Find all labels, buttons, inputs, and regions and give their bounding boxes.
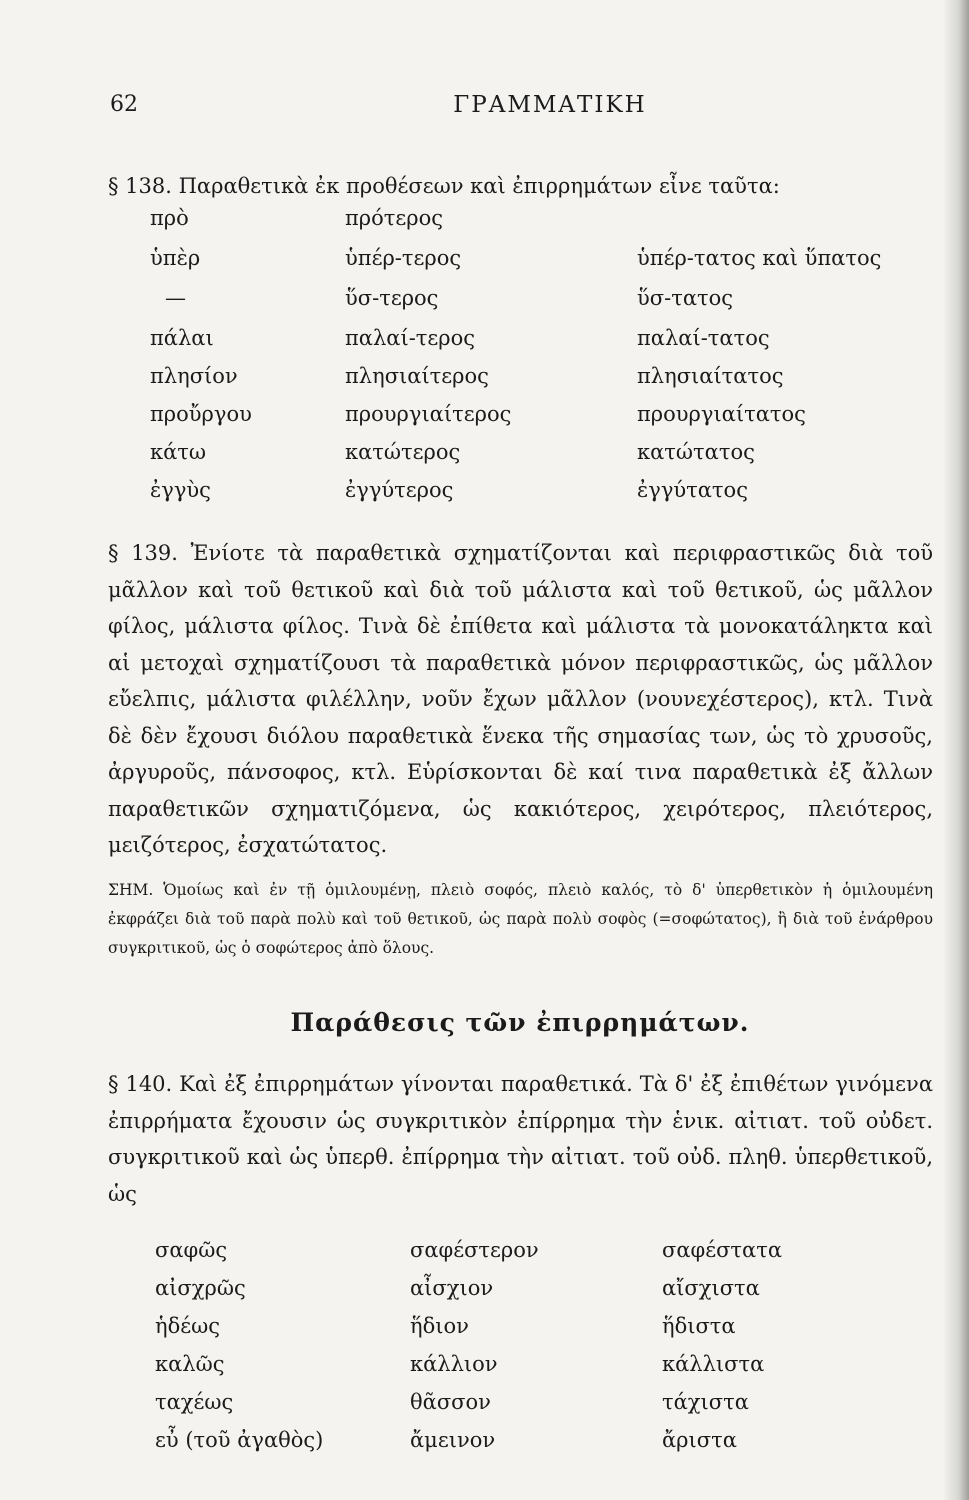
comparative-form: ὑπέρ-τερος (345, 246, 462, 270)
section-subheading: Παράθεσις τῶν ἐπιρρημάτων. (290, 1008, 750, 1037)
running-title: ΓΡΑΜΜΑΤΙΚΗ (453, 92, 647, 118)
table-row (0, 1238, 969, 1272)
table-row (0, 1314, 969, 1348)
adverb-positive: καλῶς (155, 1352, 225, 1376)
section-139-note: ΣΗΜ. Ὁμοίως καὶ ἐν τῇ ὁμιλουμένῃ, πλειὸ σοφός, πλειὸ καλός, τὸ δ' ὑπερθετικὸν ἡ ὁμιλουμένη ἐκφράζει διὰ τοῦ παρὰ πολὺ καὶ τοῦ θετικοῦ, ὡς παρὰ πολὺ σοφὸς (=σοφώτατος), ἢ διὰ τοῦ ἐνάρθρου συγκριτικοῦ, ὡς ὁ σοφώτερος ἀπὸ ὅλους. (108, 881, 933, 957)
adverb-positive: σαφῶς (155, 1238, 228, 1262)
adverb-comparative: ἄμεινον (410, 1428, 496, 1452)
adverb-superlative: ἄριστα (662, 1428, 737, 1452)
table-row (0, 286, 969, 320)
table-row (0, 1390, 969, 1424)
superlative-form: παλαί-τατος (637, 326, 770, 350)
adverb-superlative: σαφέστατα (662, 1238, 783, 1262)
superlative-form: ὑπέρ-τατος καὶ ὕπατος (637, 246, 882, 270)
adverb-comparative: θᾶσσον (410, 1390, 491, 1414)
positive-form: ὑπὲρ (150, 246, 201, 270)
adverb-comparative: σαφέστερον (410, 1238, 539, 1262)
superlative-form: ἐγγύτατος (637, 478, 748, 502)
comparative-form: ὕσ-τερος (345, 286, 439, 310)
positive-form: προὔργου (150, 402, 252, 426)
comparative-form: πρότερος (345, 206, 444, 230)
table-row (0, 1352, 969, 1386)
table-row (0, 206, 969, 240)
comparative-form: προυργιαίτερος (345, 402, 512, 426)
table-row (0, 478, 969, 512)
positive-form: ἐγγὺς (150, 478, 211, 502)
positive-form: πλησίον (150, 364, 238, 388)
adverb-superlative: τάχιστα (662, 1390, 749, 1414)
superlative-form: ὕσ-τατος (637, 286, 734, 310)
superlative-form: προυργιαίτατος (637, 402, 806, 426)
table-row (0, 326, 969, 360)
adverb-comparative: κάλλιον (410, 1352, 498, 1376)
adverb-positive: ταχέως (155, 1390, 234, 1414)
comparative-form: πλησιαίτερος (345, 364, 489, 388)
page-number: 62 (110, 92, 138, 117)
comparative-form: ἐγγύτερος (345, 478, 454, 502)
table-row (0, 364, 969, 398)
page-header (110, 92, 940, 126)
table-row (0, 402, 969, 436)
positive-form: — (165, 286, 186, 310)
positive-form: πάλαι (150, 326, 214, 350)
adverb-superlative: ἥδιστα (662, 1314, 736, 1338)
adverb-positive: εὖ (τοῦ ἀγαθὸς) (155, 1428, 324, 1452)
table-row (0, 440, 969, 474)
adverb-comparative: αἶσχιον (410, 1276, 494, 1300)
superlative-form: πλησιαίτατος (637, 364, 784, 388)
table-row (0, 1428, 969, 1462)
adverb-comparative: ἥδιον (410, 1314, 469, 1338)
adverb-positive: ἡδέως (155, 1314, 220, 1338)
table-row (0, 246, 969, 280)
positive-form: κάτω (150, 440, 207, 464)
adverb-positive: αἰσχρῶς (155, 1276, 246, 1300)
table-row (0, 1276, 969, 1310)
superlative-form: κατώτατος (637, 440, 755, 464)
adverb-superlative: κάλλιστα (662, 1352, 765, 1376)
section-138-intro: § 138. Παραθετικὰ ἐκ προθέσεων καὶ ἐπιρρημάτων εἶνε ταῦτα: (108, 174, 780, 198)
comparative-form: κατώτερος (345, 440, 461, 464)
adverb-superlative: αἴσχιστα (662, 1276, 760, 1300)
section-140-paragraph: § 140. Καὶ ἐξ ἐπιρρημάτων γίνονται παραθετικά. Τὰ δ' ἐξ ἐπιθέτων γινόμενα ἐπιρρήματα ἔχουσιν ὡς συγκριτικὸν ἐπίρρημα τὴν ἑνικ. αἰτιατ. τοῦ οὐδετ. συγκριτικοῦ καὶ ὡς ὑπερθ. ἐπίρρημα τὴν αἰτιατ. τοῦ οὐδ. πληθ. ὑπερθετικοῦ, ὡς (108, 1072, 933, 1206)
comparative-form: παλαί-τερος (345, 326, 476, 350)
positive-form: πρὸ (150, 206, 189, 230)
section-139-paragraph: § 139. Ἐνίοτε τὰ παραθετικὰ σχηματίζονται καὶ περιφραστικῶς διὰ τοῦ μᾶλλον καὶ τοῦ θετικοῦ καὶ διὰ τοῦ μάλιστα καὶ τοῦ θετικοῦ, ὡς μᾶλλον φίλος, μάλιστα φίλος. Τινὰ δὲ ἐπίθετα καὶ μάλιστα τὰ μονοκατάληκτα καὶ αἱ μετοχαὶ σχηματίζουσι τὰ παραθετικὰ μόνον περιφραστικῶς, ὡς μᾶλλον εὔελπις, μάλιστα φιλέλλην, νοῦν ἔχων μᾶλλον (νουνεχέστερος), κτλ. Τινὰ δὲ δὲν ἔχουσι διόλου παραθετικὰ ἕνεκα τῆς σημασίας των, ὡς τὸ χρυσοῦς, ἀργυροῦς, πάνσοφος, κτλ. Εὑρίσκονται δὲ καί τινα παραθετικὰ ἐξ ἄλλων παραθετικῶν σχηματιζόμενα, ὡς κακιότερος, χειρότερος, πλειότερος, μειζότερος, ἐσχατώτατος. (108, 541, 933, 857)
